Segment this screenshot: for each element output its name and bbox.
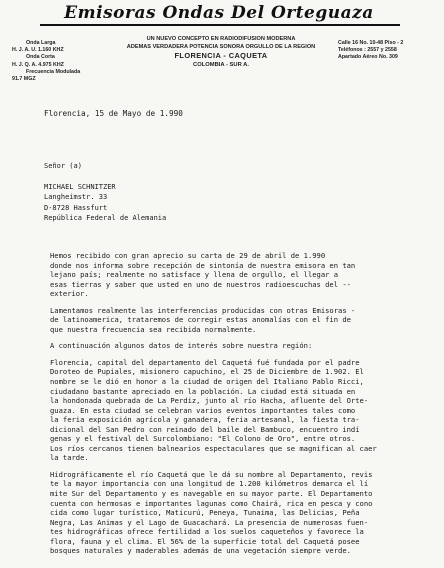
body-paragraph	[50, 341, 444, 351]
body-line: Los ríos cercanos tienen balnearios espectaculares que se magnifican al caer	[50, 443, 377, 453]
recipient-line: MICHAEL SCHNITZER	[44, 182, 116, 191]
body-line: A continuación algunos datos de interés sobre nuestra región:	[50, 341, 313, 351]
frequency-block	[12, 40, 102, 83]
body-line: Negra, Las Animas y el Lago de Guacachará. La presencia de numerosas fuen-	[50, 517, 369, 527]
letter-date: Florencia, 15 de Mayo de 1.990	[44, 109, 183, 118]
body-paragraph	[50, 251, 444, 299]
address-line: Calle 16 No. 10-48 Piso - 2	[338, 40, 404, 46]
body-line: te la mayor importancia con una longitud de 1.200 kilómetros demarca el lí	[50, 479, 369, 489]
po-box-line: Apartado Aéreo No. 309	[338, 54, 398, 61]
body-line: lejano país; realmente no satisface y llena de orgullo, el llegar a	[50, 270, 339, 280]
body-line: guaza. En esta ciudad se celebran varios eventos importantes tales como	[50, 405, 356, 415]
body-line: ciudadano bastante apreciado en la población. La ciudad está situada en	[50, 386, 356, 396]
slogan-block	[104, 35, 338, 69]
frequency-line: Onda Larga	[26, 40, 56, 46]
logo-underline	[40, 24, 400, 26]
body-line: genas y el festival del Surcolombiano: "El Colono de Oro", entre otros.	[50, 434, 356, 444]
frequency-line: Onda Corta	[26, 54, 55, 61]
body-line: Doroteo de Pupiales, misionero capuchino, el 25 de Diciembre de 1.902. El	[50, 367, 364, 377]
body-line: la tarde.	[50, 453, 89, 463]
body-line: flora, fauna y el clima. El 56% de la superficie total del Caquetá posee	[50, 536, 360, 546]
phone-line: Teléfonos : 2557 y 2558	[338, 47, 397, 54]
body-line: dicional del San Pedro con reinado del baile del Bambuco, encuentro indí	[50, 424, 360, 434]
address-block	[338, 40, 442, 62]
body-line: esas tierras y saber que usted en uno de nuestros radioescuchas del --	[50, 279, 351, 289]
body-line: que nuestra frecuencia sea recibida normalmente.	[50, 324, 257, 334]
frequency-line: Frecuencia Modulada	[26, 68, 81, 75]
recipient-line: D-8728 Hassfurt	[44, 203, 108, 212]
body-line: Hidrográficamente el río Caquetá que le dá su nombre al Departamento, revis	[50, 469, 373, 479]
body-line: de latinoamerica, trataremos de corregir estas anomalías con el fin de	[50, 315, 351, 325]
recipient-line: República Federal de Alemania	[44, 214, 167, 222]
city-line: FLORENCIA - CAQUETA	[174, 51, 268, 60]
slogan-line: UN NUEVO CONCEPTO EN RADIODIFUSION MODERNA	[146, 36, 296, 42]
slogan-line: ADEMAS VERDADERA POTENCIA SONORA ORGULLO DE LA REGION	[126, 44, 316, 50]
recipient-block	[44, 161, 166, 224]
body-line: cida como lugar turístico, Maticurú, Peneya, Tunaima, las Delicias, Peña	[50, 508, 360, 518]
body-paragraph	[50, 358, 444, 463]
frequency-line: 91.7 MGZ	[12, 76, 36, 83]
body-line: donde nos informa sobre recepción de sintonía de nuestra emisora en tan	[50, 260, 356, 270]
body-line: Florencia, capital del departamento del Caquetá fué fundada por el padre	[50, 357, 360, 367]
body-paragraph	[50, 306, 444, 335]
body-paragraph	[50, 470, 444, 556]
letter-body	[50, 251, 444, 563]
body-line: cuenta con hermosas e importantes lagunas como Chairá, rica en pesca y cono	[50, 498, 373, 508]
body-line: bosques naturales y maderables además de una vegetación siempre verde.	[50, 546, 351, 556]
salutation: Señor (a)	[44, 162, 82, 170]
body-line: Lamentamos realmente las interferencias producidas con otras Emisoras -	[50, 305, 356, 315]
body-line: exterior.	[50, 289, 89, 299]
frequency-line: H. J. A. U. 1.160 KHZ	[12, 47, 64, 54]
body-line: nombre se le dió en honor a la ciudad de origen del Italiano Pablo Ricci,	[50, 377, 364, 387]
body-line: mite Sur del Departamento y es navegable en su mayor parte. El Departamento	[50, 489, 373, 499]
station-logo: Emisoras Ondas Del Orteguaza	[64, 3, 374, 23]
frequency-line: H. J. Q. A. 4.975 KHZ	[12, 61, 64, 68]
recipient-line: Langheimstr. 33	[44, 193, 108, 201]
country-line: COLOMBIA - SUR A.	[193, 62, 249, 68]
body-line: la feria exposición agrícola y ganadera, feria artesanal, la fiesta tra-	[50, 415, 360, 425]
body-line: Hemos recibido con gran aprecio su carta de 29 de abril de 1.990	[50, 251, 326, 260]
body-line: la hondonada quebrada de La Perdiz, junto al río Hacha, afluente del Orte-	[50, 396, 369, 406]
body-line: tes hidrográficas ofrece fertilidad a los suelos caqueteños y favorece la	[50, 527, 364, 537]
